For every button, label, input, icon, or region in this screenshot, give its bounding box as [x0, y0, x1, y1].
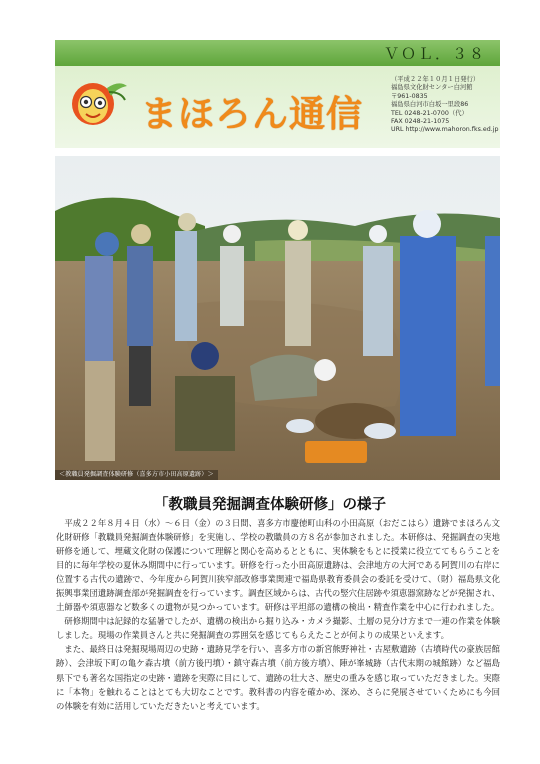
article-paragraph: また、最終日は発掘現場周辺の史跡・遺跡見学を行い、喜多方市の新宮熊野神社・古屋敷遺跡（古墳時代の豪族居館跡）、会津坂下町の亀ケ森古墳（前方後円墳）・鎮守森古墳（前方後方墳）、陣が峯城跡（古代末期の城館跡）など福島県下でも著名な国指定の史跡・遺跡を実際に目にして、遺跡の壮大さ、歴史の重みを感じ取っていただきました。実際に「本物」を触れることはとても大切なことです。教科書の内容を確かめ、深め、さらに発展させていくためにも今回の体験を有効に活用していただきたいと考えています。	[56, 644, 500, 711]
postal-code: 〒961-0835	[391, 92, 428, 100]
article-paragraph: 研修期間中は記録的な猛暑でしたが、遺構の検出から掘り込み・カメラ撮影、土層の見分け方まで一連の作業を体験しました。現場の作業員さんと共に発掘調査の雰囲気を感じてもらえたことが何よりの成果といえます。	[56, 616, 500, 641]
fax: FAX 0248-21-1075	[391, 118, 450, 126]
mahoron-logo-icon	[71, 76, 129, 132]
article-paragraph: 平成２２年８月４日（水）～６日（金）の３日間、喜多方市慶徳町山科の小田高原（おだこはら）遺跡でまほろん文化財研修「教職員発掘調査体験研修」を実施し、学校の教職員の方８名が参加されました。本研修は、発掘調査の実地研修を通して、埋蔵文化財の保護について理解と関心を高めるとともに、実体験をもとに授業に役立ててもらうことを目的に毎年学校の夏休み期間中に行っています。研修を行った小田高原遺跡は、会津地方の大河である阿賀川の右岸に位置する古代の遺跡で、今年度から阿賀川狭窄部改修事業関連で福島県教育委員会の委託を受けて、（財）福島県文化振興事業団遺跡調査部が発掘調査を行っています。調査区域からは、古代の竪穴住居跡や須恵器窯跡などが発掘され、土師器や須恵器など数多くの遺物が見つかっています。研修は平坦部の遺構の検出・精査作業を中心に行われました。	[56, 518, 500, 613]
publisher-info	[391, 76, 499, 135]
volume-number: ＶＯＬ．３８	[383, 46, 486, 63]
title-band	[55, 66, 500, 148]
address: 福島県白河市白坂一里段86	[391, 101, 469, 109]
telephone: TEL 0248-21-0700（代）	[391, 109, 468, 117]
masthead	[55, 40, 500, 148]
excavation-photo	[55, 156, 500, 480]
newsletter-title: まほろん通信	[141, 94, 364, 135]
publish-date: （平成２２年１０月１日発行）	[391, 76, 480, 83]
website-url: URL http://www.mahoron.fks.ed.jp	[391, 126, 499, 134]
volume-band	[55, 40, 500, 66]
excavation-scene-image	[55, 156, 500, 480]
publisher-name: 福島県文化財センター白河館	[391, 84, 473, 92]
photo-caption: ＜教職員発掘調査体験研修（喜多方市小田高原遺跡）＞	[55, 470, 218, 480]
article-heading: 「教職員発掘調査体験研修」の様子	[154, 497, 386, 513]
article-body	[56, 516, 500, 713]
